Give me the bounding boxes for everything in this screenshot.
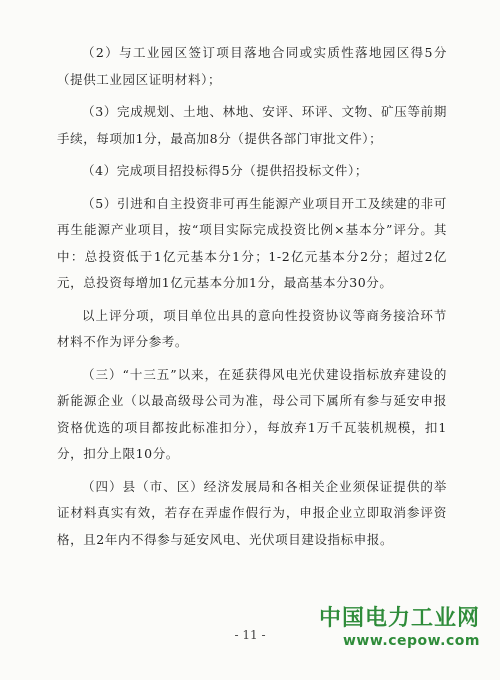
paragraph-item-5: （5）引进和自主投资非可再生能源产业项目开工及续建的非可再生能源产业项目，按“项目实际完成投资比例×基本分”评分。其中：总投资低于1亿元基本分1分；1-2亿元基本分2分；超过2亿元，总投资每增加1亿元基本分加1分，最高基本分30分。	[57, 195, 447, 290]
paragraph-scoring-note: 以上评分项，项目单位出具的意向性投资协议等商务接洽环节材料不作为评分参考。	[57, 307, 447, 349]
paragraph-item-3: （3）完成规划、土地、林地、安评、环评、文物、矿压等前期手续，每项加1分，最高加8分（提供各部门审批文件）；	[57, 104, 447, 146]
paragraph-item-4: （4）完成项目招投标得5分（提供招投标文件）；	[82, 163, 368, 178]
page-number: - 11 -	[234, 628, 266, 642]
document-body	[57, 40, 447, 559]
paragraph-section-4: （四）县（市、区）经济发展局和各相关企业须保证提供的举证材料真实有效，若存在弄虚作假行为，申报企业立即取消参评资格，且2年内不得参与延安风电、光伏项目建设指标申报。	[57, 478, 447, 547]
site-watermark	[319, 606, 480, 650]
paragraph-item-2: （2）与工业园区签订项目落地合同或实质性落地园区得5分（提供工业园区证明材料）；	[57, 45, 447, 87]
paragraph-section-3: （三）“十三五”以来，在延获得风电光伏建设指标放弃建设的新能源企业（以最高级母公司为准，母公司下属所有参与延安申报资格优选的项目都按此标准扣分），每放弃1万千瓦装机规模，扣1分，扣分上限10分。	[57, 366, 447, 461]
watermark-title: 中国电力工业网	[318, 606, 480, 631]
watermark-url: www.cepow.com	[342, 633, 480, 649]
